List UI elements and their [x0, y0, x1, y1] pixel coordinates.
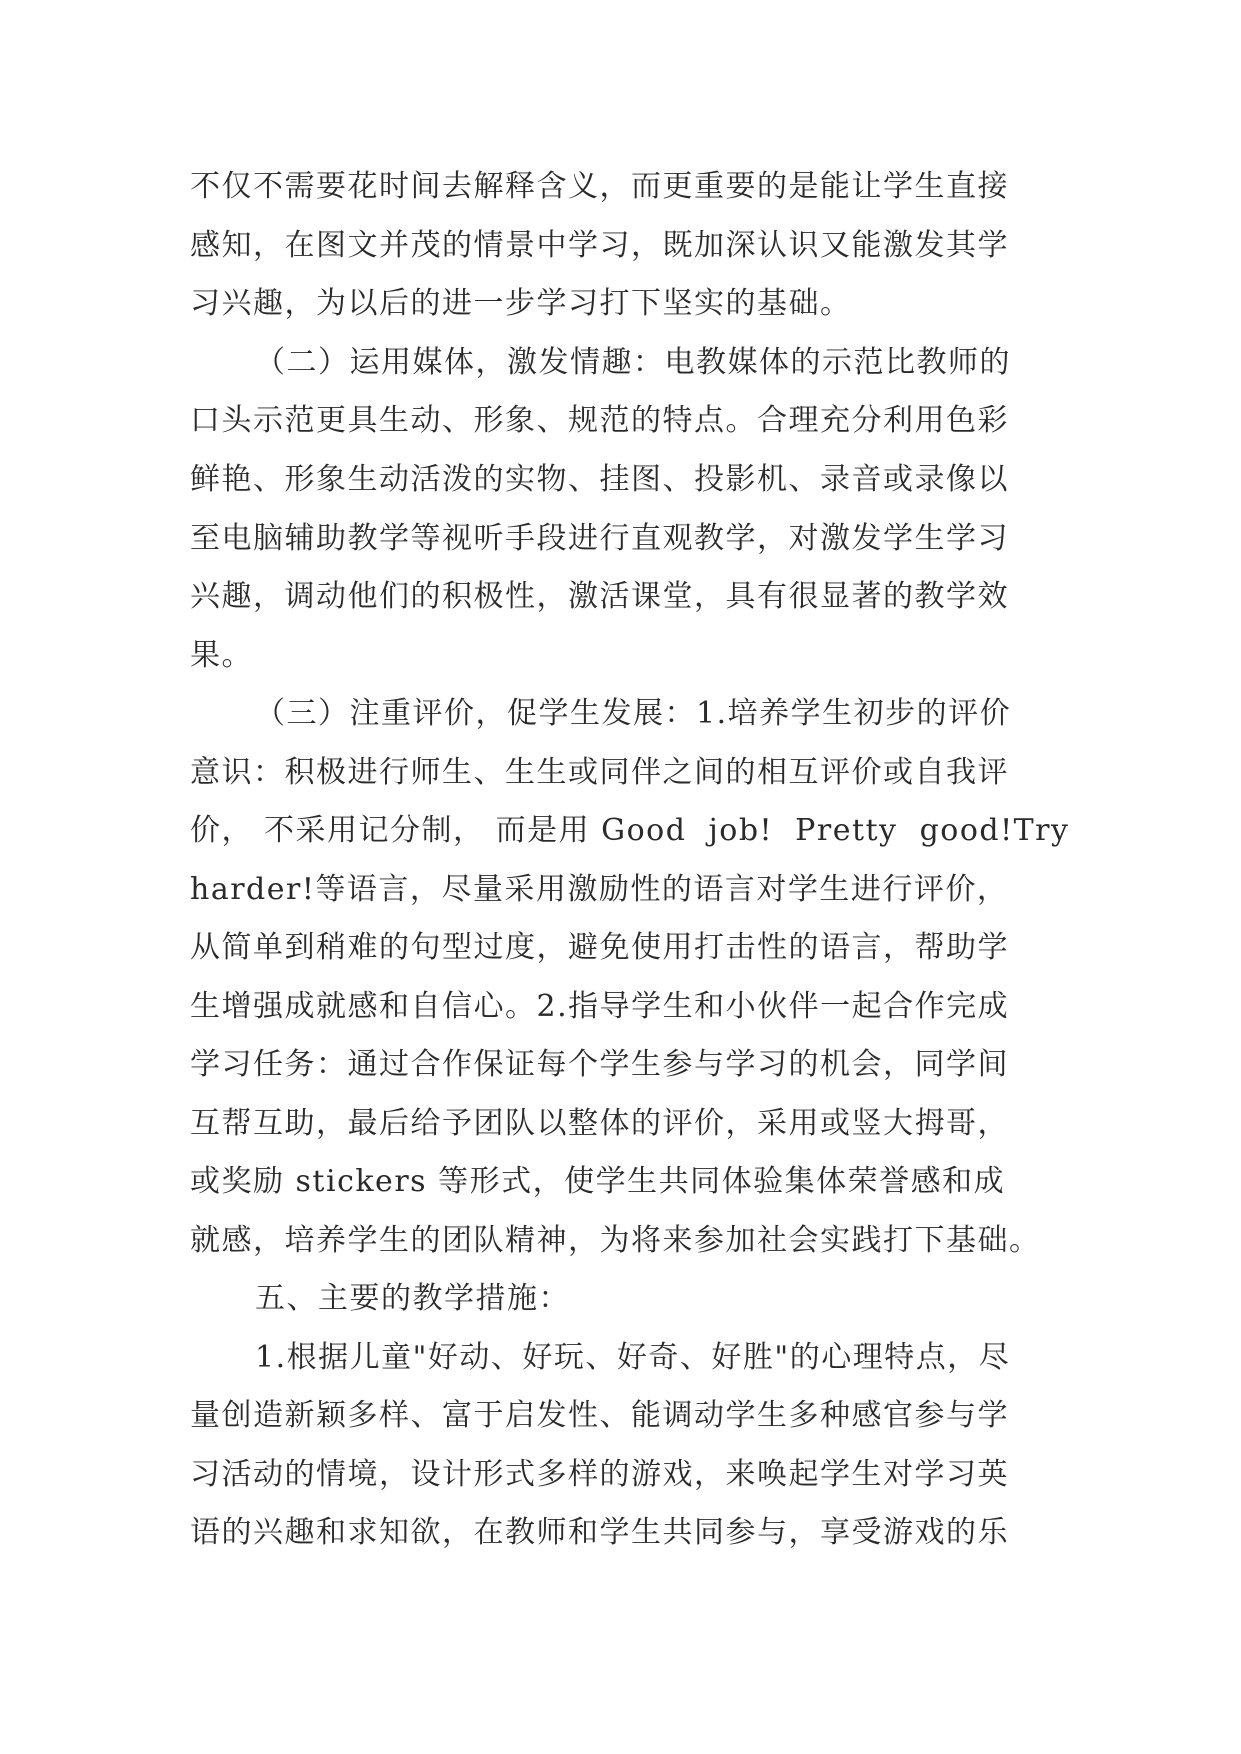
paragraph-line: 鲜艳、形象生动活泼的实物、挂图、投影机、录音或录像以	[190, 462, 1009, 497]
paragraph-line: 不仅不需要花时间去解释含义，而更重要的是能让学生直接	[190, 169, 1009, 204]
paragraph-line: 意识：积极进行师生、生生或同伴之间的相互评价或自我评	[190, 755, 1009, 790]
paragraph-line: 习兴趣，为以后的进一步学习打下坚实的基础。	[190, 286, 852, 321]
paragraph-line: 习活动的情境，设计形式多样的游戏，来唤起学生对学习英	[190, 1457, 1009, 1492]
paragraph-line: 就感，培养学生的团队精神，为将来参加社会实践打下基础。	[190, 1223, 1041, 1258]
paragraph-line: 至电脑辅助教学等视听手段进行直观教学，对激发学生学习	[190, 521, 1009, 556]
paragraph-line: 学习任务：通过合作保证每个学生参与学习的机会，同学间	[190, 1047, 1009, 1082]
paragraph-line: 语的兴趣和求知欲，在教师和学生共同参与，享受游戏的乐	[190, 1515, 1009, 1550]
paragraph-line: （三）注重评价，促学生发展：1.培养学生初步的评价	[255, 696, 1012, 731]
paragraph-line: 价， 不采用记分制， 而是用 Good job! Pretty good!Try	[190, 813, 1070, 848]
paragraph-line: 或奖励 stickers 等形式，使学生共同体验集体荣誉感和成	[190, 1164, 1006, 1199]
paragraph-line: 量创造新颖多样、富于启发性、能调动学生多种感官参与学	[190, 1398, 1009, 1433]
paragraph-line: 感知，在图文并茂的情景中学习，既加深认识又能激发其学	[190, 228, 1009, 263]
paragraph-line: 从简单到稍难的句型过度，避免使用打击性的语言，帮助学	[190, 930, 1009, 965]
paragraph-line: （二）运用媒体，激发情趣：电教媒体的示范比教师的	[255, 345, 1011, 380]
section-heading: 五、主要的教学措施：	[255, 1281, 570, 1316]
paragraph-line: 口头示范更具生动、形象、规范的特点。合理充分利用色彩	[190, 403, 1009, 438]
paragraph-line: 生增强成就感和自信心。2.指导学生和小伙伴一起合作完成	[190, 989, 1010, 1024]
paragraph-line: 兴趣，调动他们的积极性，激活课堂，具有很显著的教学效	[190, 579, 1009, 614]
paragraph-line: 1.根据儿童"好动、好玩、好奇、好胜"的心理特点，尽	[255, 1340, 1011, 1375]
paragraph-line: 互帮互助，最后给予团队以整体的评价，采用或竖大拇哥，	[190, 1106, 1009, 1141]
paragraph-line: 果。	[190, 638, 253, 673]
paragraph-line: harder!等语言，尽量采用激励性的语言对学生进行评价，	[190, 872, 1009, 907]
